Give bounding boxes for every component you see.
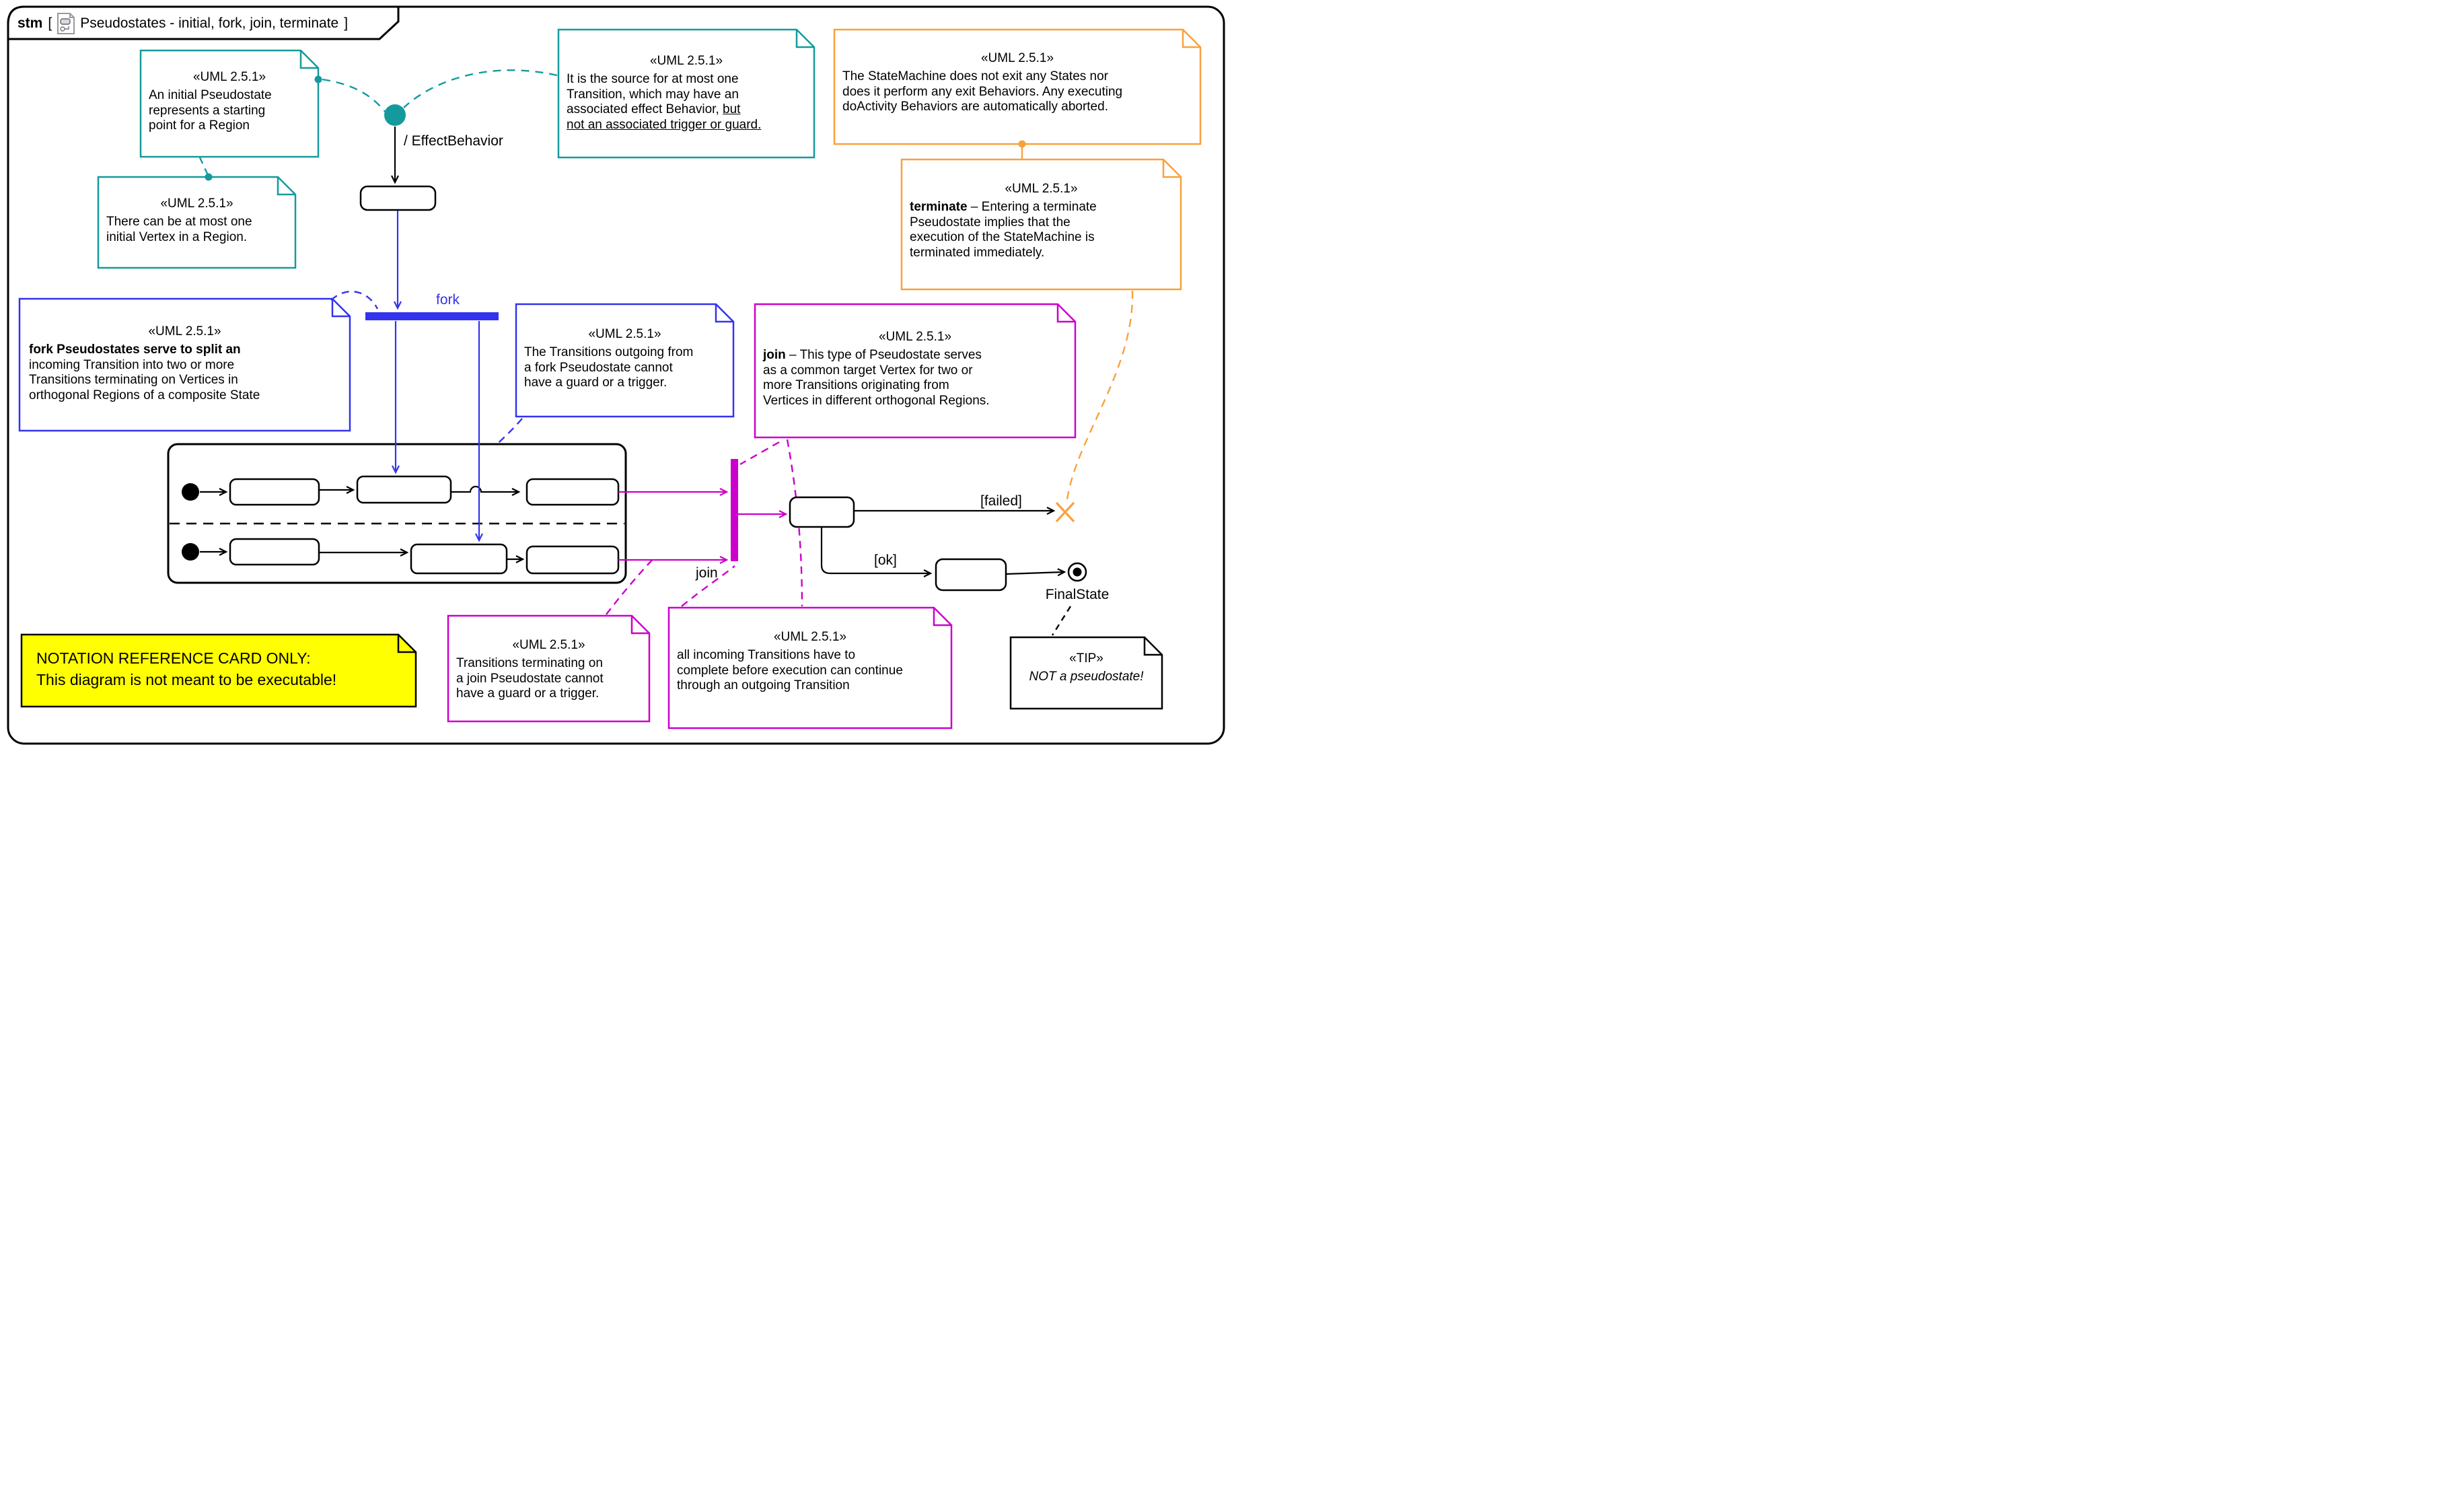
note-body: An initial Pseudostate represents a starting point for a Region: [149, 88, 272, 133]
region2-initial-pseudostate: [182, 543, 199, 561]
note-stereotype: «UML 2.5.1»: [980, 51, 1054, 65]
note-stereotype: «UML 2.5.1»: [148, 324, 221, 338]
note-terminate-text: [910, 182, 1173, 260]
note-join-text: [763, 330, 1067, 408]
note-at-most-one-text: [106, 197, 287, 245]
connector-initial-note: [322, 79, 388, 116]
note-fork-outgoing-text: [524, 327, 725, 391]
note-body: NOTATION REFERENCE CARD ONLY: This diagram is not meant to be executable!: [36, 649, 337, 689]
note-body: The StateMachine does not exit any States nor does it perform any exit Behaviors. Any executing doActivity Behaviors are automatically aborted.: [842, 69, 1123, 114]
note-stereotype: «UML 2.5.1»: [773, 630, 847, 644]
final-state-inner: [1073, 568, 1082, 577]
label-effect-behavior: / EffectBehavior: [404, 133, 503, 149]
note-body: join – This type of Pseudostate serves as a common target Vertex for two or more Transitions originating from Vertices in different orthogonal Regions.: [763, 348, 990, 408]
connector-at-most-one-note: [200, 157, 207, 174]
note-tip-text: [1017, 651, 1155, 685]
state-region2-a: [230, 539, 319, 565]
state-region1-a: [230, 479, 319, 505]
frame-bracket-close: ]: [344, 15, 349, 31]
note-notation-reference-text: [36, 647, 400, 690]
state-machine-diagram: [0, 0, 1232, 750]
note-stereotype: «UML 2.5.1»: [160, 197, 233, 211]
state-region1-b: [357, 476, 451, 503]
note-join-complete-text: [677, 630, 943, 694]
terminate-pseudostate: [1056, 503, 1074, 522]
label-fork: fork: [436, 292, 460, 308]
connector-dot: [315, 76, 322, 83]
note-fork-text: [29, 324, 340, 403]
note-stereotype: «UML 2.5.1»: [512, 638, 585, 652]
note-body: The Transitions outgoing from a fork Pseudostate cannot have a guard or a trigger.: [524, 345, 694, 390]
note-body: Transitions terminating on a join Pseudostate cannot have a guard or a trigger.: [456, 656, 604, 701]
frame-bracket-open: [: [48, 15, 52, 31]
note-stereotype: «UML 2.5.1»: [649, 54, 723, 68]
join-pseudostate-bar: [731, 459, 738, 561]
frame-title: [17, 11, 348, 36]
note-stereotype: «UML 2.5.1»: [878, 330, 952, 344]
connector-terminate-note: [1067, 291, 1132, 499]
label-ok: [ok]: [874, 552, 897, 568]
state-region2-c: [527, 546, 618, 573]
region1-initial-pseudostate: [182, 483, 199, 501]
fork-pseudostate-bar: [365, 312, 499, 320]
frame-keyword: stm: [17, 15, 43, 31]
note-stereotype: «UML 2.5.1»: [1005, 182, 1078, 196]
note-join-incoming-text: [456, 638, 641, 702]
state-region2-b: [411, 544, 507, 573]
note-body: NOT a pseudostate!: [1029, 670, 1144, 684]
label-failed: [failed]: [980, 493, 1022, 509]
note-body: fork Pseudostates serve to split an incoming Transition into two or more Transitions terminating on Vertices in orthogonal Regions of a composite State: [29, 343, 260, 402]
note-body: It is the source for at most one Transition, which may have an associated effect Behavior, but not an associated trigger or guard.: [567, 72, 762, 132]
note-body: all incoming Transitions have to complete before execution can continue through an outgoing Transition: [677, 648, 903, 693]
state-after-join: [790, 497, 854, 527]
label-join: join: [696, 565, 718, 581]
initial-pseudostate: [384, 104, 406, 126]
transition-to-final: [1006, 572, 1064, 574]
state-unnamed-top: [361, 186, 435, 210]
note-stereotype: «UML 2.5.1»: [588, 327, 661, 341]
connector-source-note: [404, 70, 557, 108]
note-stereotype: «TIP»: [1069, 651, 1103, 666]
note-initial-pseudostate-text: [149, 70, 310, 134]
frame-title-text: Pseudostates - initial, fork, join, terminate: [80, 15, 339, 31]
state-before-final: [936, 559, 1006, 590]
state-region1-c: [527, 479, 618, 505]
note-body: terminate – Entering a terminate Pseudostate implies that the execution of the StateMachine is terminated immediately.: [910, 200, 1097, 260]
connector-join-note: [740, 442, 779, 464]
connector-dot: [205, 174, 213, 181]
state-machine-diagram-icon: [57, 13, 75, 34]
note-body: There can be at most one initial Vertex in a Region.: [106, 215, 252, 244]
note-stereotype: «UML 2.5.1»: [192, 70, 266, 84]
note-statemachine-exit-text: [842, 51, 1192, 115]
note-source-transition-text: [567, 54, 806, 133]
connector-tip-note: [1052, 606, 1071, 635]
label-final-state: FinalState: [1045, 587, 1110, 602]
